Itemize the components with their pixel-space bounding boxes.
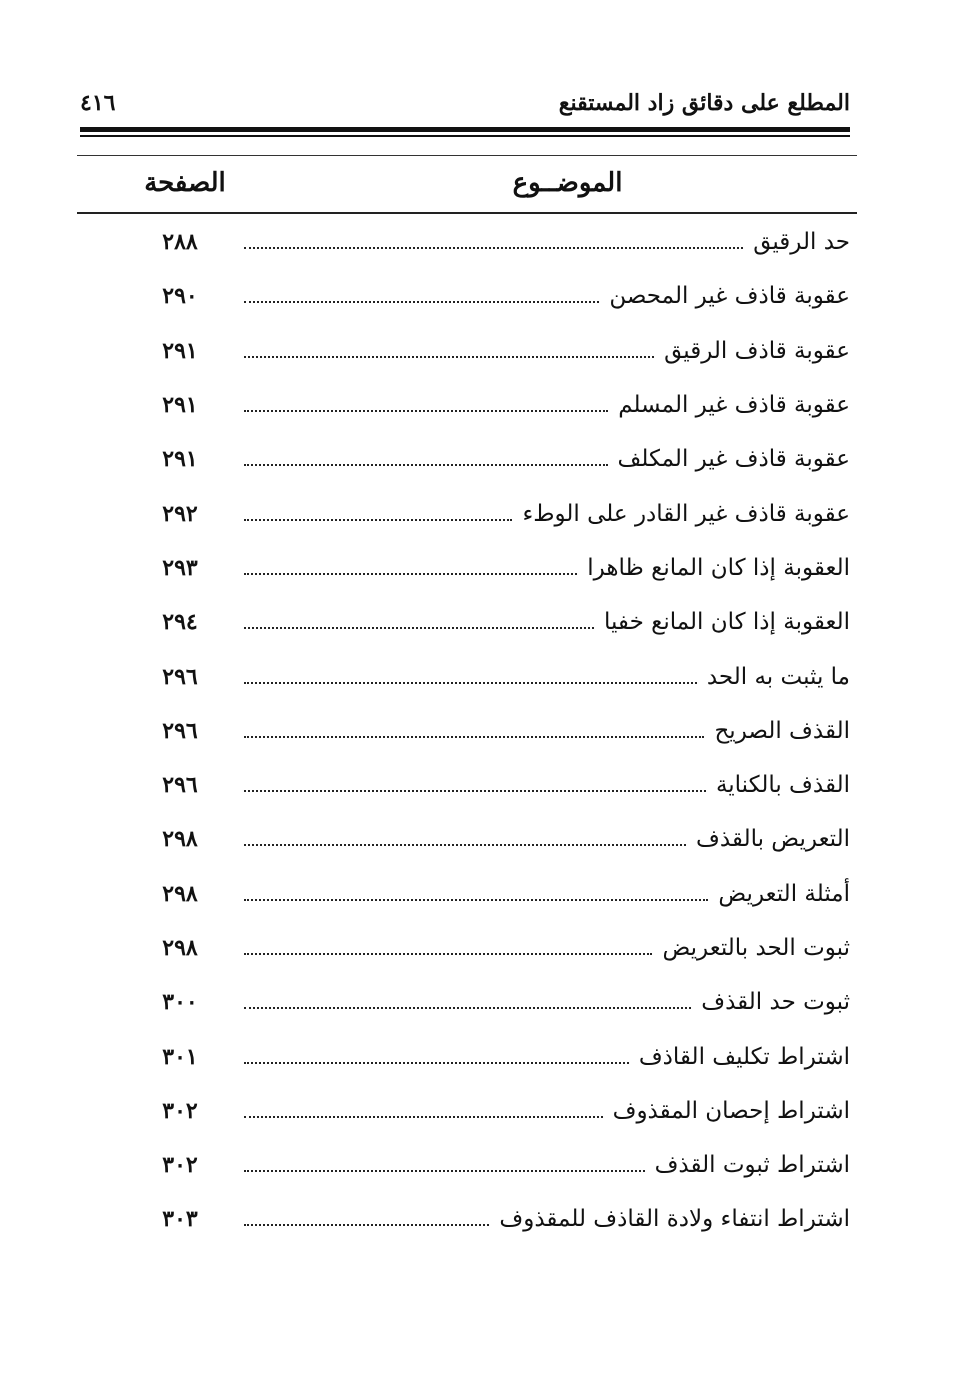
dot-leader bbox=[244, 1007, 691, 1009]
toc-entry-topic: اشتراط انتفاء ولادة القاذف للمقذوف bbox=[499, 1206, 850, 1233]
toc-entry-page: ٢٩٤ bbox=[162, 609, 198, 636]
toc-entry-page: ٢٩٦ bbox=[162, 717, 198, 744]
dot-leader bbox=[244, 1116, 603, 1118]
toc-entry bbox=[150, 1029, 850, 1083]
toc-entry bbox=[150, 324, 850, 378]
toc-entry-topic: القذف الصريح bbox=[714, 717, 850, 744]
toc-entry bbox=[150, 432, 850, 486]
page-column-heading: الصفحة bbox=[144, 168, 226, 198]
toc-entry bbox=[150, 758, 850, 812]
toc-entry bbox=[150, 1138, 850, 1192]
toc-entry-page: ٢٩٨ bbox=[162, 826, 198, 853]
dot-leader bbox=[244, 301, 599, 303]
dot-leader bbox=[244, 844, 686, 846]
toc-entry-topic: ثبوت الحد بالتعريض bbox=[662, 935, 850, 961]
toc-entry bbox=[150, 812, 850, 866]
toc-entry-page: ٣٠٢ bbox=[162, 1152, 198, 1179]
toc-entry bbox=[150, 867, 850, 921]
toc-entry-topic: أمثلة التعريض bbox=[718, 880, 850, 907]
running-title: المطلع على دقائق زاد المستقنع bbox=[558, 90, 850, 116]
toc-entry-page: ٢٩١ bbox=[162, 446, 198, 473]
toc-entry bbox=[150, 486, 850, 540]
dot-leader bbox=[244, 410, 608, 412]
toc-entry-topic: عقوبة قاذف غير القادر على الوطء bbox=[522, 500, 850, 527]
toc-entry-page: ٣٠١ bbox=[162, 1043, 198, 1070]
toc-entry-topic: عقوبة قاذف غير المحصن bbox=[609, 283, 850, 310]
toc-entry-topic: اشتراط إحصان المقذوف bbox=[612, 1097, 850, 1124]
toc-entry-topic: التعريض بالقذف bbox=[696, 826, 850, 853]
page-number: ٤١٦ bbox=[80, 90, 116, 116]
toc-entry bbox=[150, 595, 850, 649]
toc-entry-page: ٣٠٣ bbox=[162, 1206, 198, 1233]
toc-entry-page: ٣٠٠ bbox=[162, 989, 198, 1016]
toc-entry-page: ٢٩٦ bbox=[162, 663, 198, 690]
toc-entry-page: ٢٩٠ bbox=[162, 283, 198, 310]
toc-entry bbox=[150, 215, 850, 269]
dot-leader bbox=[244, 247, 743, 249]
dot-leader bbox=[244, 899, 708, 901]
dot-leader bbox=[244, 1062, 629, 1064]
toc-entry-topic: العقوبة إذا كان المانع ظاهرا bbox=[587, 554, 850, 581]
header-rule-thin bbox=[80, 135, 850, 137]
toc-entry bbox=[150, 921, 850, 975]
toc-entry-page: ٢٩٢ bbox=[162, 500, 198, 527]
toc-entry-page: ٣٠٢ bbox=[162, 1097, 198, 1124]
toc-entry bbox=[150, 541, 850, 595]
dot-leader bbox=[244, 519, 512, 521]
toc-entries bbox=[150, 215, 850, 1247]
toc-entry-topic: العقوبة إذا كان المانع خفيا bbox=[603, 609, 850, 636]
dot-leader bbox=[244, 627, 594, 629]
toc-entry-topic: ما يثبت به الحد bbox=[706, 663, 850, 690]
toc-entry bbox=[150, 704, 850, 758]
topic-column-heading: الموضــوع bbox=[512, 168, 623, 198]
dot-leader bbox=[244, 356, 654, 358]
toc-entry-page: ٢٩٨ bbox=[162, 935, 198, 961]
dot-leader bbox=[244, 464, 608, 466]
dot-leader bbox=[244, 953, 652, 955]
toc-entry-page: ٢٩١ bbox=[162, 337, 198, 364]
toc-entry-topic: عقوبة قاذف الرقيق bbox=[664, 337, 850, 364]
toc-entry bbox=[150, 269, 850, 323]
toc-entry bbox=[150, 1084, 850, 1138]
toc-entry bbox=[150, 975, 850, 1029]
toc-entry-topic: اشتراط تكليف القاذف bbox=[638, 1043, 850, 1070]
dot-leader bbox=[244, 790, 706, 792]
toc-entry-page: ٢٩١ bbox=[162, 392, 198, 419]
running-header bbox=[80, 88, 850, 128]
dot-leader bbox=[244, 1170, 645, 1172]
toc-entry bbox=[150, 649, 850, 703]
toc-entry-topic: حد الرقيق bbox=[753, 229, 850, 256]
toc-entry bbox=[150, 1192, 850, 1246]
dot-leader bbox=[244, 736, 704, 738]
toc-entry-page: ٢٨٨ bbox=[162, 229, 198, 256]
header-rule-thick bbox=[80, 127, 850, 132]
toc-entry bbox=[150, 378, 850, 432]
dot-leader bbox=[244, 682, 697, 684]
toc-entry-topic: عقوبة قاذف غير المسلم bbox=[618, 392, 850, 419]
table-top-rule bbox=[77, 155, 857, 156]
dot-leader bbox=[244, 1224, 489, 1226]
toc-entry-topic: ثبوت حد القذف bbox=[701, 989, 850, 1016]
toc-entry-page: ٢٩٦ bbox=[162, 772, 198, 799]
toc-entry-topic: القذف بالكناية bbox=[715, 772, 850, 799]
toc-entry-page: ٢٩٨ bbox=[162, 880, 198, 907]
toc-entry-page: ٢٩٣ bbox=[162, 554, 198, 581]
table-heading-rule bbox=[77, 212, 857, 214]
toc-entry-topic: عقوبة قاذف غير المكلف bbox=[617, 446, 850, 473]
dot-leader bbox=[244, 573, 577, 575]
toc-entry-topic: اشتراط ثبوت القذف bbox=[654, 1152, 850, 1179]
